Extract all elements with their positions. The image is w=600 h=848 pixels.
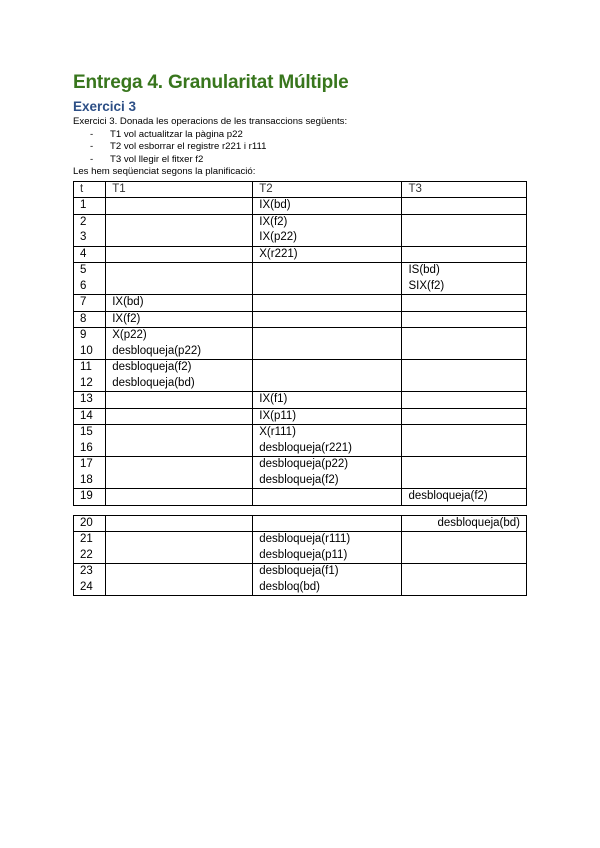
cell-t1 xyxy=(106,198,253,215)
table-row xyxy=(74,408,527,425)
cell-t3 xyxy=(402,425,527,457)
cell-t1 xyxy=(106,425,253,457)
cell-line xyxy=(112,279,252,295)
cell-line: desbloqueja(f2) xyxy=(408,490,488,502)
cell-line xyxy=(408,532,520,548)
cell-t3 xyxy=(402,198,527,215)
cell-t xyxy=(74,425,106,457)
cell-line: 11 xyxy=(80,361,92,373)
table-header-row xyxy=(74,181,527,198)
cell-line: 21 xyxy=(80,533,93,545)
cell-line xyxy=(408,564,520,580)
cell-t2 xyxy=(253,457,402,489)
table-row xyxy=(74,532,527,564)
cell-t1 xyxy=(106,214,253,246)
cell-line: 23 xyxy=(80,565,93,577)
cell-t3 xyxy=(402,408,527,425)
header-t2: T2 xyxy=(253,181,402,198)
table-row xyxy=(74,246,527,263)
cell-t2 xyxy=(253,311,402,328)
cell-t2 xyxy=(253,408,402,425)
cell-line xyxy=(112,548,252,564)
cell-line: X(r221) xyxy=(259,247,298,260)
schedule-table-continued xyxy=(73,515,527,597)
cell-line: IX(f2) xyxy=(259,215,288,228)
cell-t xyxy=(74,263,106,295)
cell-line: desbloqueja(r221) xyxy=(259,441,352,454)
cell-t3 xyxy=(402,392,527,409)
cell-t xyxy=(74,515,106,532)
cell-t xyxy=(74,457,106,489)
cell-line xyxy=(408,295,526,311)
table-row xyxy=(74,515,527,532)
cell-line xyxy=(112,247,252,263)
cell-line: 22 xyxy=(80,548,93,561)
list-item-text: T1 vol actualitzar la pàgina p22 xyxy=(110,128,243,140)
list-item xyxy=(73,154,533,167)
cell-line: desbloqueja(f2) xyxy=(112,361,192,373)
table-row xyxy=(74,198,527,215)
cell-line xyxy=(259,344,401,360)
cell-t xyxy=(74,328,106,360)
cell-line: X(p22) xyxy=(112,329,147,341)
cell-line: desbloqueja(bd) xyxy=(112,376,195,389)
cell-line xyxy=(408,230,526,246)
cell-t xyxy=(74,214,106,246)
cell-line xyxy=(259,489,401,505)
cell-line xyxy=(259,312,401,328)
cell-t3 xyxy=(402,489,527,506)
cell-line xyxy=(112,516,252,532)
transaction-list xyxy=(73,129,533,167)
cell-line: desbloqueja(f2) xyxy=(259,473,339,486)
cell-t1 xyxy=(106,328,253,360)
cell-line xyxy=(112,457,252,473)
cell-t2 xyxy=(253,425,402,457)
cell-line xyxy=(112,580,252,596)
cell-t xyxy=(74,198,106,215)
cell-line xyxy=(408,215,526,231)
cell-line xyxy=(112,489,252,505)
cell-line: 18 xyxy=(80,473,93,486)
cell-t3 xyxy=(402,295,527,312)
cell-line: desbloqueja(p22) xyxy=(112,344,202,357)
cell-t2 xyxy=(253,246,402,263)
table-row xyxy=(74,360,527,392)
cell-t1 xyxy=(106,564,253,596)
cell-t3 xyxy=(402,311,527,328)
cell-t1 xyxy=(106,246,253,263)
cell-t3 xyxy=(402,214,527,246)
cell-t1 xyxy=(106,489,253,506)
cell-t2 xyxy=(253,198,402,215)
cell-t2 xyxy=(253,515,402,532)
cell-line: 16 xyxy=(80,441,93,454)
cell-line: desbloqueja(r111) xyxy=(259,533,351,545)
cell-line xyxy=(408,360,526,376)
list-item xyxy=(73,141,533,154)
cell-t2 xyxy=(253,489,402,506)
cell-line: 6 xyxy=(80,279,87,292)
cell-t1 xyxy=(106,532,253,564)
cell-t3 xyxy=(402,532,527,564)
cell-t xyxy=(74,295,106,312)
cell-line: IS(bd) xyxy=(408,264,440,276)
cell-t1 xyxy=(106,295,253,312)
cell-t1 xyxy=(106,457,253,489)
cell-line: X(r111) xyxy=(259,426,296,438)
table-row xyxy=(74,425,527,457)
schedule-table xyxy=(73,181,527,506)
cell-t3 xyxy=(402,360,527,392)
cell-t1 xyxy=(106,263,253,295)
cell-t3 xyxy=(402,457,527,489)
bullet-dash: - xyxy=(90,153,94,165)
cell-line: desbloqueja(p22) xyxy=(259,458,349,470)
cell-t2 xyxy=(253,328,402,360)
header-t: t xyxy=(74,181,106,198)
cell-line xyxy=(259,376,401,392)
cell-t2 xyxy=(253,295,402,312)
cell-t2 xyxy=(253,263,402,295)
cell-line: 1 xyxy=(80,199,87,211)
cell-t2 xyxy=(253,360,402,392)
cell-line: desbloqueja(f1) xyxy=(259,565,339,577)
table-row xyxy=(74,489,527,506)
cell-line xyxy=(259,263,401,279)
cell-line xyxy=(112,473,252,489)
cell-line xyxy=(408,473,526,489)
table-row xyxy=(74,328,527,360)
cell-line: SIX(f2) xyxy=(408,279,445,292)
cell-t1 xyxy=(106,392,253,409)
cell-t xyxy=(74,532,106,564)
cell-line: 17 xyxy=(80,458,93,470)
cell-line xyxy=(112,441,252,457)
cell-line: IX(f2) xyxy=(112,312,141,325)
cell-t2 xyxy=(253,532,402,564)
cell-line: IX(p11) xyxy=(259,409,297,422)
cell-t3 xyxy=(402,246,527,263)
cell-line: 2 xyxy=(80,215,87,228)
table-row xyxy=(74,392,527,409)
exercise-heading: Exercici 3 xyxy=(73,99,137,114)
cell-line xyxy=(408,425,526,441)
cell-line xyxy=(408,441,526,457)
cell-line: desbloq(bd) xyxy=(259,580,320,593)
cell-t3 xyxy=(402,564,527,596)
cell-line: desbloqueja(p11) xyxy=(259,548,348,561)
cell-line: 15 xyxy=(80,426,93,438)
cell-line xyxy=(408,580,520,596)
cell-line: 12 xyxy=(80,376,93,389)
table-row xyxy=(74,564,527,596)
table-row xyxy=(74,214,527,246)
list-item xyxy=(73,129,533,142)
bullet-dash: - xyxy=(90,141,94,152)
cell-line xyxy=(112,392,252,408)
cell-line xyxy=(408,344,526,360)
cell-line xyxy=(408,548,520,564)
table-row xyxy=(74,457,527,489)
cell-line xyxy=(259,328,401,344)
bullet-dash: - xyxy=(90,128,94,140)
cell-t1 xyxy=(106,515,253,532)
list-item-text: T3 vol llegir el fitxer f2 xyxy=(110,153,204,165)
cell-line xyxy=(408,392,526,408)
cell-line xyxy=(112,532,252,548)
cell-line xyxy=(408,198,526,214)
cell-t xyxy=(74,392,106,409)
cell-t1 xyxy=(106,408,253,425)
cell-t1 xyxy=(106,360,253,392)
cell-line xyxy=(259,279,401,295)
cell-line xyxy=(259,295,401,311)
cell-line xyxy=(259,360,401,376)
table-row xyxy=(74,311,527,328)
cell-line: IX(f1) xyxy=(259,393,288,405)
cell-line: IX(bd) xyxy=(259,199,291,211)
cell-line xyxy=(112,425,252,441)
cell-line: 8 xyxy=(80,312,87,325)
cell-line xyxy=(408,247,526,263)
cell-line xyxy=(112,198,252,214)
cell-t2 xyxy=(253,214,402,246)
cell-line: IX(bd) xyxy=(112,296,144,308)
planning-intro: Les hem seqüenciat segons la planificació: xyxy=(73,166,256,177)
header-t1: T1 xyxy=(106,181,253,198)
intro-paragraph: Exercici 3. Donada les operacions de les transaccions següents: xyxy=(73,116,348,127)
cell-line: 14 xyxy=(80,409,93,422)
cell-line xyxy=(408,409,526,425)
cell-line: 9 xyxy=(80,329,87,341)
cell-t1 xyxy=(106,311,253,328)
cell-line xyxy=(112,263,252,279)
cell-line: 4 xyxy=(80,247,87,260)
cell-t xyxy=(74,311,106,328)
cell-line: 10 xyxy=(80,344,93,357)
cell-line: 13 xyxy=(80,393,93,405)
cell-line: 5 xyxy=(80,264,87,276)
document-page xyxy=(73,72,533,596)
cell-line: desbloqueja(bd) xyxy=(437,516,520,529)
cell-line xyxy=(408,457,526,473)
cell-line xyxy=(259,516,401,532)
cell-line xyxy=(112,409,252,425)
cell-t2 xyxy=(253,564,402,596)
cell-line xyxy=(112,230,252,246)
header-t3: T3 xyxy=(402,181,527,198)
cell-t xyxy=(74,489,106,506)
cell-line xyxy=(408,312,526,328)
cell-t3 xyxy=(402,328,527,360)
cell-t xyxy=(74,360,106,392)
cell-line: 20 xyxy=(80,516,93,529)
cell-t3 xyxy=(402,515,527,532)
cell-line: 24 xyxy=(80,580,93,593)
cell-line: 3 xyxy=(80,231,87,243)
cell-line: 19 xyxy=(80,490,93,502)
cell-line xyxy=(408,376,526,392)
cell-t2 xyxy=(253,392,402,409)
cell-t xyxy=(74,408,106,425)
cell-line xyxy=(112,564,252,580)
cell-line xyxy=(112,215,252,231)
cell-t xyxy=(74,246,106,263)
document-title: Entrega 4. Granularitat Múltiple xyxy=(73,72,349,93)
cell-line: IX(p22) xyxy=(259,231,297,243)
cell-line: 7 xyxy=(80,296,87,308)
cell-t3 xyxy=(402,263,527,295)
table-row xyxy=(74,295,527,312)
cell-t xyxy=(74,564,106,596)
list-item-text: T2 vol esborrar el registre r221 i r111 xyxy=(110,141,267,152)
table-row xyxy=(74,263,527,295)
cell-line xyxy=(408,328,526,344)
